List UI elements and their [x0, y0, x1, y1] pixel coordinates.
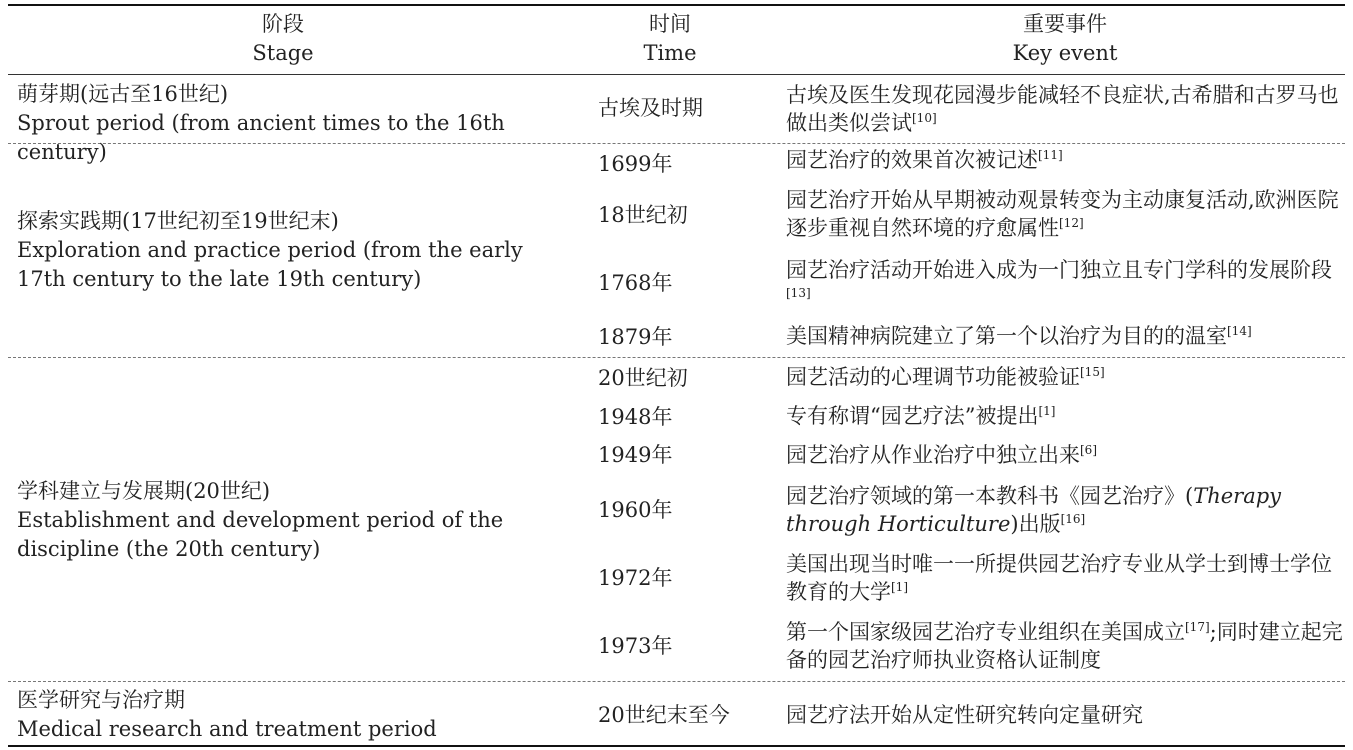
- event-text: 园艺治疗领域的第一本教科书《园艺治疗》(: [786, 484, 1194, 508]
- reference-marker: [14]: [1227, 324, 1252, 338]
- event-text: 园艺治疗从作业治疗中独立出来: [786, 443, 1080, 467]
- event-text: 第一个国家级园艺治疗专业组织在美国成立: [786, 620, 1185, 644]
- header-bottom-rule: [8, 74, 1345, 75]
- header-stage-en: Stage: [252, 41, 314, 65]
- reference-marker: [15]: [1080, 365, 1105, 379]
- stage-name-en: Establishment and development period of the discipline (the 20th century): [17, 508, 504, 561]
- event-text: 专有称谓“园艺疗法”被提出: [786, 404, 1039, 428]
- event-cell: [786, 363, 1344, 391]
- table-bottom-rule: [8, 745, 1345, 747]
- event-cell: [786, 482, 1344, 538]
- time-cell: 20世纪初: [598, 366, 688, 390]
- time-cell: 1879年: [598, 325, 673, 349]
- event-text: 园艺治疗活动开始进入成为一门独立且专门学科的发展阶段: [786, 258, 1332, 282]
- time-cell: 1948年: [598, 405, 673, 429]
- header-event-en: Key event: [1012, 41, 1118, 65]
- stage-divider: [8, 357, 1345, 358]
- reference-marker: [12]: [1059, 216, 1084, 230]
- event-cell: [786, 550, 1344, 606]
- header-event-zh: 重要事件: [1023, 12, 1107, 36]
- time-cell: 1949年: [598, 443, 673, 467]
- reference-marker: [17]: [1185, 620, 1210, 634]
- time-cell: 1973年: [598, 634, 673, 658]
- reference-marker: [1]: [891, 580, 908, 594]
- event-text: 园艺治疗开始从早期被动观景转变为主动康复活动,欧洲医院逐步重视自然环境的疗愈属性: [786, 188, 1339, 240]
- reference-marker: [13]: [786, 286, 811, 300]
- event-cell: [786, 618, 1344, 674]
- event-cell: [786, 322, 1344, 350]
- stage-name-en: Sprout period (from ancient times to the 16th century): [17, 111, 505, 164]
- header-stage-zh: 阶段: [262, 12, 304, 36]
- reference-marker: [1]: [1038, 404, 1056, 418]
- time-cell: 古埃及时期: [598, 96, 703, 120]
- event-text: 美国精神病院建立了第一个以治疗为目的的温室: [786, 324, 1227, 348]
- event-cell: [786, 701, 1344, 729]
- time-cell: 1960年: [598, 498, 673, 522]
- event-cell: [786, 256, 1344, 312]
- stage-name-en: Medical research and treatment period: [17, 717, 437, 741]
- stage-name-zh: 医学研究与治疗期: [17, 688, 185, 712]
- time-cell: 20世纪末至今: [598, 703, 730, 727]
- stage-cell: [17, 207, 562, 294]
- header-time-zh: 时间: [649, 12, 691, 36]
- stage-name-zh: 学科建立与发展期(20世纪): [17, 479, 271, 503]
- event-cell: [786, 186, 1344, 242]
- header-time: [570, 10, 770, 68]
- header-event: [965, 10, 1165, 68]
- event-text: 美国出现当时唯一一所提供园艺治疗专业从学士到博士学位教育的大学: [786, 552, 1332, 604]
- time-cell: 1972年: [598, 566, 673, 590]
- event-text-tail: ;同时建立起完备的园艺治疗师执业资格认证制度: [786, 620, 1343, 672]
- stage-name-en: Exploration and practice period (from the early 17th century to the late 19th century): [17, 238, 523, 291]
- event-text: 古埃及医生发现花园漫步能减轻不良症状,古希腊和古罗马也做出类似尝试: [786, 83, 1339, 135]
- event-text: 园艺活动的心理调节功能被验证: [786, 365, 1080, 389]
- stage-cell: [17, 80, 577, 167]
- stage-divider: [8, 681, 1345, 682]
- reference-marker: [10]: [912, 111, 937, 125]
- header-stage: [183, 10, 383, 68]
- reference-marker: [16]: [1060, 512, 1086, 526]
- event-cell: [786, 441, 1344, 469]
- header-time-en: Time: [643, 41, 697, 65]
- event-text: 园艺疗法开始从定性研究转向定量研究: [786, 703, 1143, 727]
- book-title-english: Therapy through Horticulture: [786, 484, 1282, 536]
- reference-marker: [11]: [1038, 148, 1063, 162]
- event-text-tail: )出版: [1010, 512, 1061, 536]
- reference-marker: [6]: [1080, 443, 1097, 457]
- event-cell: [786, 146, 1344, 174]
- stage-name-zh: 探索实践期(17世纪初至19世纪末): [17, 209, 339, 233]
- event-cell: [786, 402, 1344, 430]
- time-cell: 1768年: [598, 271, 673, 295]
- time-cell: 18世纪初: [598, 203, 688, 227]
- stage-cell: [17, 477, 577, 564]
- stage-name-zh: 萌芽期(远古至16世纪): [17, 82, 229, 106]
- stage-cell: [17, 686, 577, 744]
- event-cell: [786, 81, 1344, 137]
- event-text: 园艺治疗的效果首次被记述: [786, 148, 1038, 172]
- table-top-rule: [8, 4, 1345, 6]
- time-cell: 1699年: [598, 152, 673, 176]
